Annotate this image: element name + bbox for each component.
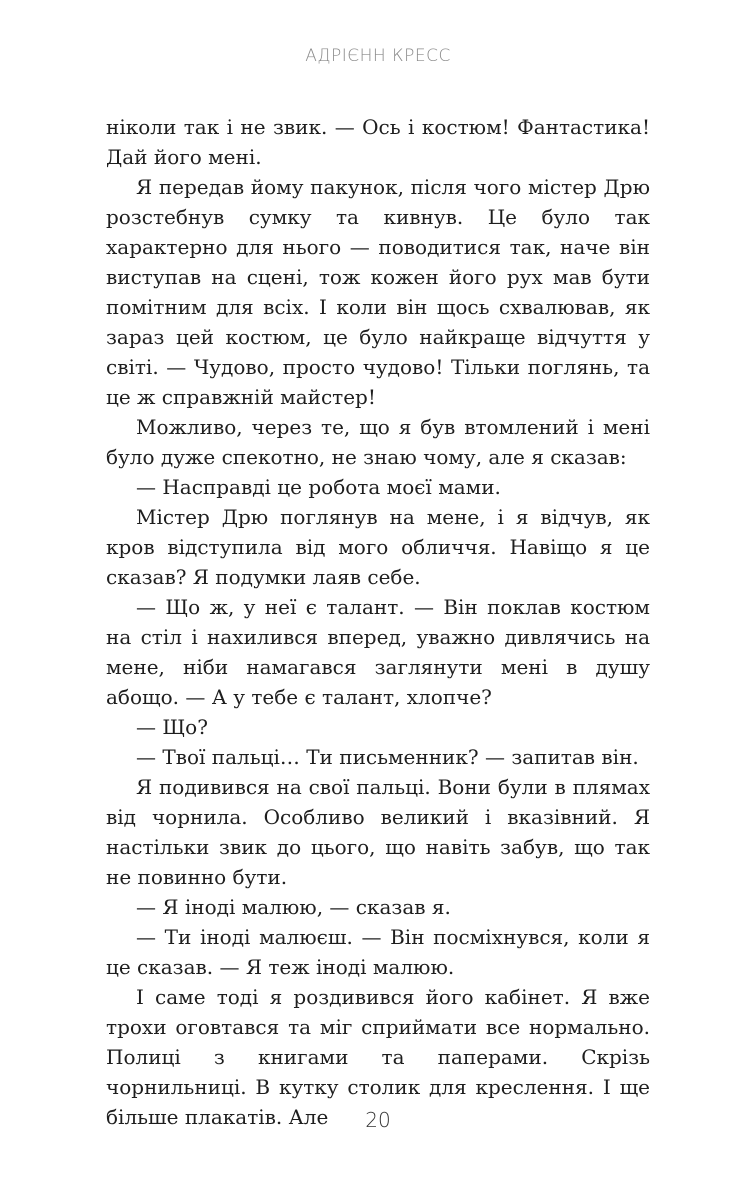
paragraph: Можливо, через те, що я був втомлений і мені було дуже спекотно, не знаю чому, але я сказав: — [106, 415, 650, 469]
paragraph: Містер Дрю поглянув на мене, і я відчув, як кров відступила від мого обличчя. Навіщо я це сказав? Я подумки лаяв себе. — [106, 505, 650, 589]
paragraph: І саме тоді я роздивився його кабінет. Я вже трохи оговтався та міг сприймати все нормально. Полиці з книгами та паперами. Скрізь чорнильниці. В кутку столик для креслення. І ще більше плакатів. Але — [106, 985, 650, 1129]
dialogue-line: — Що ж, у неї є талант. — Він поклав костюм на стіл і нахилився вперед, уважно дивлячись на мене, ніби намагався заглянути мені в душу абощо. — А у тебе є талант, хлопче? — [106, 595, 650, 709]
dialogue-line: — Насправді це робота моєї мами. — [136, 475, 501, 499]
page-number: 20 — [365, 1108, 391, 1132]
paragraph: Я передав йому пакунок, після чого містер Дрю розстебнув сумку та кивнув. Це було так характерно для нього — поводитися так, наче він виступав на сцені, тож кожен його рух мав бути помітним для всіх. І коли він щось схвалював, як зараз цей костюм, це було найкраще відчуття у світі. — Чудово, просто чудово! Тільки поглянь, та це ж справжній майстер! — [106, 175, 650, 409]
dialogue-line: — Я іноді малюю, — сказав я. — [136, 895, 451, 919]
dialogue-line: — Що? — [136, 715, 208, 739]
body-text — [106, 112, 650, 1132]
running-header-author: АДРІЄНН КРЕСС — [305, 46, 451, 66]
dialogue-line: — Твої пальці… Ти письменник? — запитав він. — [136, 745, 639, 769]
dialogue-line: — Ти іноді малюєш. — Він посміхнувся, коли я це сказав. — Я теж іноді малюю. — [106, 925, 650, 979]
paragraph: Я подивився на свої пальці. Вони були в плямах від чорнила. Особливо великий і вказівний. Я настільки звик до цього, що навіть забув, що так не повинно бути. — [106, 775, 650, 889]
paragraph: ніколи так і не звик. — Ось і костюм! Фантастика! Дай його мені. — [106, 115, 650, 169]
